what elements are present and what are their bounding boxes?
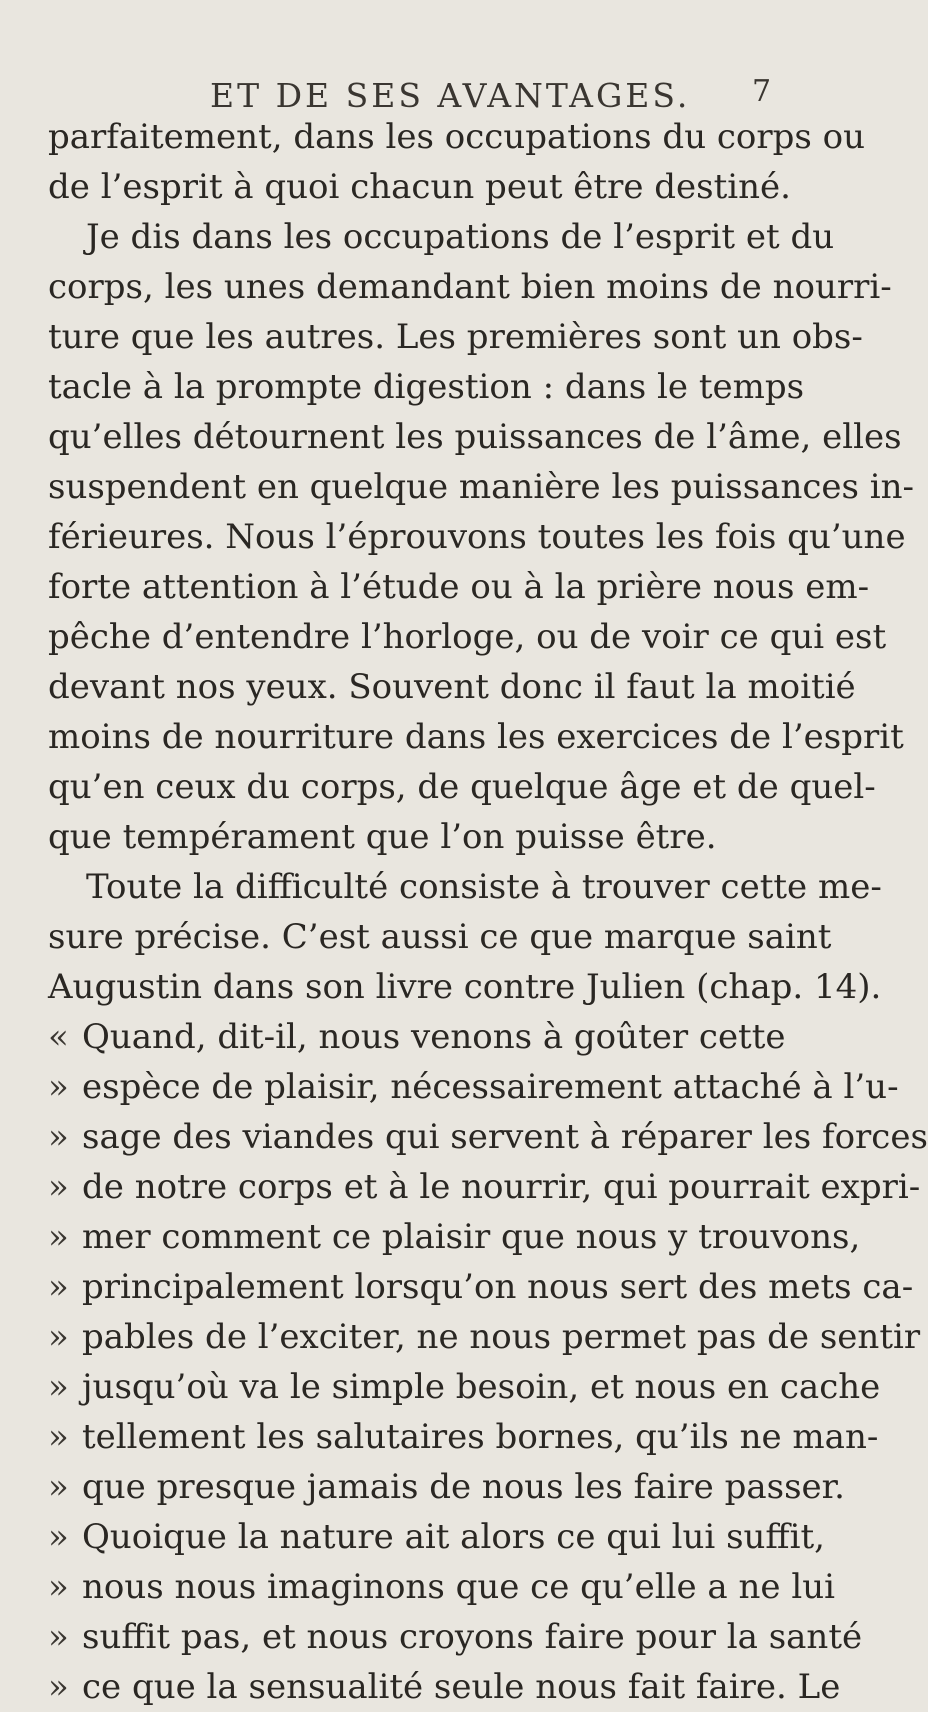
quote-line (48, 1562, 835, 1612)
quote-line (48, 1612, 863, 1662)
quote-mark: » (48, 1117, 69, 1157)
quote-text: que presque jamais de nous les faire passer. (82, 1467, 845, 1507)
quote-mark: » (48, 1617, 69, 1657)
quote-mark: » (48, 1567, 69, 1607)
quote-mark: » (48, 1167, 69, 1207)
text-line: suspendent en quelque manière les puissances in- (48, 467, 915, 507)
paragraph (48, 112, 866, 212)
text-line: parfaitement, dans les occupations du corps ou (48, 117, 866, 157)
quote-text: tellement les salutaires bornes, qu’ils ne man- (82, 1417, 879, 1457)
quote-mark: » (48, 1067, 69, 1107)
quote-line (48, 1512, 825, 1562)
quote-mark: « (48, 1017, 69, 1057)
text-line: corps, les unes demandant bien moins de nourri- (48, 267, 892, 307)
quote-mark: » (48, 1667, 69, 1707)
text-line: que tempérament que l’on puisse être. (48, 817, 717, 857)
paragraph (48, 862, 882, 1012)
text-line: sure précise. C’est aussi ce que marque saint (48, 917, 832, 957)
text-line: Je dis dans les occupations de l’esprit et du (86, 217, 835, 257)
text-line: ture que les autres. Les premières sont un obs- (48, 317, 863, 357)
text-line: Toute la difficulté consiste à trouver cette me- (86, 867, 882, 907)
quote-line (48, 1662, 841, 1712)
quote-line (48, 1062, 899, 1112)
quote-mark: » (48, 1367, 69, 1407)
quote-line (48, 1362, 881, 1412)
text-line: de l’esprit à quoi chacun peut être destiné. (48, 167, 791, 207)
quote-text: Quoique la nature ait alors ce qui lui suffit, (82, 1517, 825, 1557)
quote-mark: » (48, 1317, 69, 1357)
quote-mark: » (48, 1267, 69, 1307)
quote-text: nous nous imaginons que ce qu’elle a ne lui (82, 1567, 835, 1607)
text-line: moins de nourriture dans les exercices de l’esprit (48, 717, 904, 757)
quote-text: suffit pas, et nous croyons faire pour la santé (82, 1617, 863, 1657)
quote-line (48, 1212, 861, 1262)
quote-text: mer comment ce plaisir que nous y trouvons, (82, 1217, 861, 1257)
text-line: tacle à la prompte digestion : dans le temps (48, 367, 805, 407)
quote-text: sage des viandes qui servent à réparer les forces (82, 1117, 928, 1157)
quotation (48, 1012, 928, 1712)
paragraph (48, 212, 915, 862)
quote-mark: » (48, 1467, 69, 1507)
text-line: Augustin dans son livre contre Julien (chap. 14). (48, 967, 882, 1007)
text-line: qu’elles détournent les puissances de l’âme, elles (48, 417, 902, 457)
body-text (48, 112, 928, 1712)
quote-text: Quand, dit-il, nous venons à goûter cette (82, 1017, 786, 1057)
quote-line (48, 1412, 879, 1462)
quote-line (48, 1112, 928, 1162)
quote-text: pables de l’exciter, ne nous permet pas de sentir (82, 1317, 921, 1357)
text-line: forte attention à l’étude ou à la prière nous em- (48, 567, 870, 607)
quote-text: principalement lorsqu’on nous sert des mets ca- (82, 1267, 914, 1307)
quote-line (48, 1462, 845, 1512)
quote-mark: » (48, 1517, 69, 1557)
quote-line (48, 1312, 921, 1362)
quote-line (48, 1262, 914, 1312)
quote-line (48, 1162, 921, 1212)
quote-line (48, 1012, 786, 1062)
quote-mark: » (48, 1417, 69, 1457)
text-line: pêche d’entendre l’horloge, ou de voir ce qui est (48, 617, 887, 657)
page-number: 7 (752, 74, 772, 109)
text-line: qu’en ceux du corps, de quelque âge et de quel- (48, 767, 876, 807)
quote-text: espèce de plaisir, nécessairement attaché à l’u- (82, 1067, 899, 1107)
quote-text: jusqu’où va le simple besoin, et nous en cache (82, 1367, 881, 1407)
text-line: férieures. Nous l’éprouvons toutes les fois qu’une (48, 517, 906, 557)
quote-text: ce que la sensualité seule nous fait faire. Le (82, 1667, 841, 1707)
text-line: devant nos yeux. Souvent donc il faut la moitié (48, 667, 856, 707)
quote-mark: » (48, 1217, 69, 1257)
running-head: ET DE SES AVANTAGES. (210, 76, 691, 115)
quote-text: de notre corps et à le nourrir, qui pourrait expri- (82, 1167, 921, 1207)
